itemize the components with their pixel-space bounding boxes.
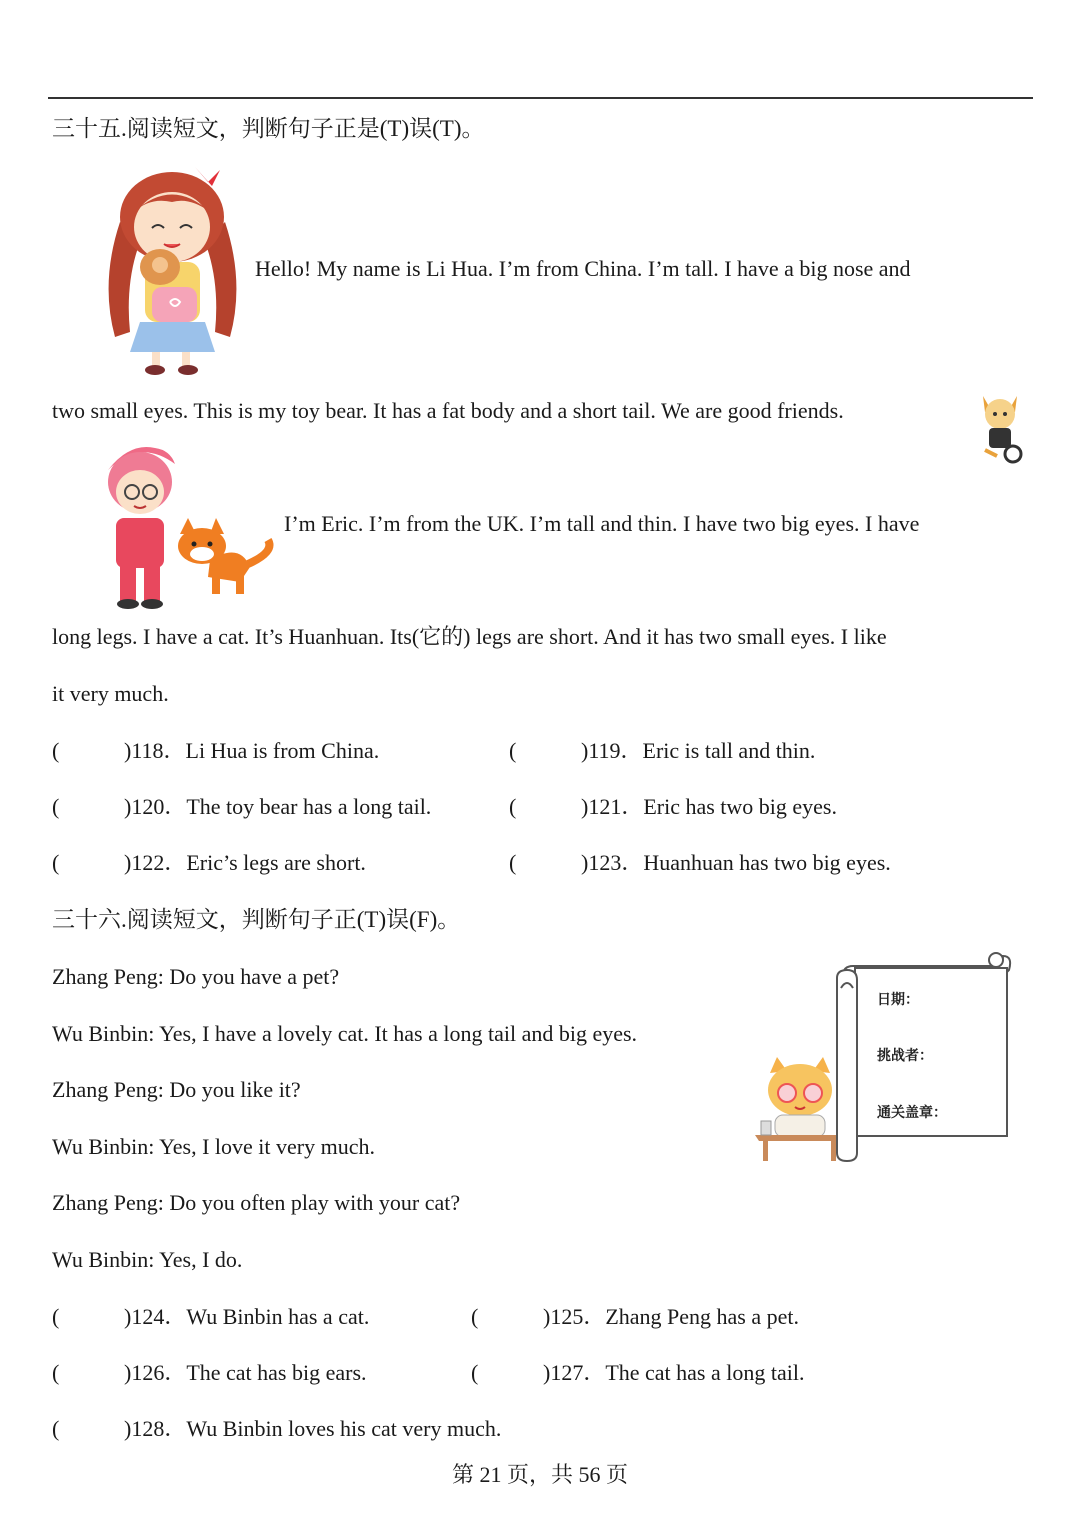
passage-line-1: Hello! My name is Li Hua. I’m from China. I’m tall. I have a big nose and: [255, 256, 911, 281]
dialogue-line-4: Wu Binbin: Yes, I love it very much.: [52, 1134, 375, 1159]
passage-line-3: I’m Eric. I’m from the UK. I’m tall and thin. I have two big eyes. I have: [284, 511, 920, 536]
cat-girl-illustration: [755, 1055, 845, 1165]
dialogue-line-3: Zhang Peng: Do you like it?: [52, 1077, 301, 1102]
question-118[interactable]: ( )118．Li Hua is from China.: [52, 738, 380, 763]
section35-heading: 三十五.阅读短文，判断句子正是(T)误(T)。: [52, 116, 485, 141]
eric-and-cat-illustration: [100, 442, 275, 610]
question-119[interactable]: ( )119．Eric is tall and thin.: [509, 738, 816, 763]
scroll-stamp-label: 通关盖章：: [877, 1105, 947, 1121]
fox-kid-illustration: [975, 388, 1025, 466]
question-123[interactable]: ( )123．Huanhuan has two big eyes.: [509, 850, 891, 875]
scroll-date-label: 日期：: [877, 992, 919, 1008]
passage-line-4: long legs. I have a cat. It’s Huanhuan. Its(它的) legs are short. And it has two small eyes. I like: [52, 624, 887, 649]
question-125[interactable]: ( )125．Zhang Peng has a pet.: [471, 1304, 799, 1329]
passage-line-2: two small eyes. This is my toy bear. It has a fat body and a short tail. We are good friends.: [52, 398, 844, 423]
dialogue-line-5: Zhang Peng: Do you often play with your cat?: [52, 1190, 461, 1215]
top-rule: [48, 97, 1033, 99]
dialogue-line-1: Zhang Peng: Do you have a pet?: [52, 964, 340, 989]
question-124[interactable]: ( )124．Wu Binbin has a cat.: [52, 1304, 370, 1329]
challenge-scroll: [833, 948, 1013, 1163]
scroll-challenger-label: 挑战者：: [877, 1048, 933, 1064]
girl-with-bear-illustration: [100, 162, 245, 377]
question-127[interactable]: ( )127．The cat has a long tail.: [471, 1360, 805, 1385]
question-128[interactable]: ( )128．Wu Binbin loves his cat very much.: [52, 1416, 502, 1441]
passage-line-5: it very much.: [52, 681, 169, 706]
question-126[interactable]: ( )126．The cat has big ears.: [52, 1360, 367, 1385]
question-120[interactable]: ( )120．The toy bear has a long tail.: [52, 794, 432, 819]
dialogue-line-2: Wu Binbin: Yes, I have a lovely cat. It has a long tail and big eyes.: [52, 1021, 638, 1046]
dialogue-line-6: Wu Binbin: Yes, I do.: [52, 1247, 243, 1272]
question-122[interactable]: ( )122．Eric’s legs are short.: [52, 850, 366, 875]
page-number-footer: 第 21 页，共 56 页: [451, 1462, 628, 1487]
question-121[interactable]: ( )121．Eric has two big eyes.: [509, 794, 837, 819]
section36-heading: 三十六.阅读短文，判断句子正(T)误(F)。: [52, 907, 461, 932]
